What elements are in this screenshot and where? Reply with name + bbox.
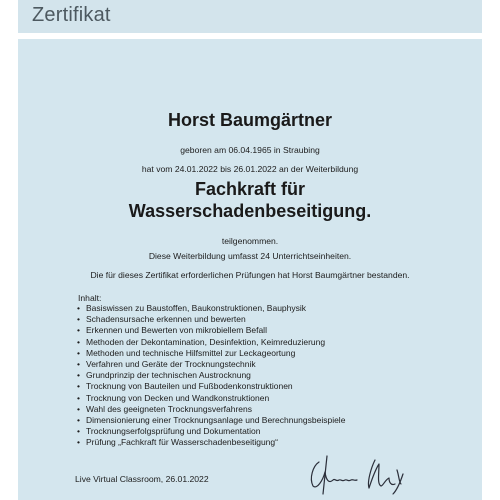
list-item: • Basiswissen zu Baustoffen, Baukonstruktionen, Bauphysik	[77, 303, 307, 313]
course-title	[0, 178, 500, 222]
list-item: • Methoden und technische Hilfsmittel zur Leckageortung	[77, 347, 296, 358]
list-item: • Erkennen und Bewerten von mikrobiellem Befall	[77, 325, 267, 336]
recipient-name: Horst Baumgärtner	[167, 110, 333, 130]
content-label: Inhalt:	[78, 293, 102, 303]
list-item: • Trocknung von Decken und Wandkonstruktionen	[77, 392, 270, 403]
list-item: • Trocknungserfolgsprüfung und Dokumentation	[77, 426, 261, 437]
content-list	[77, 303, 345, 449]
list-item: • Grundprinzip der technischen Austrocknung	[77, 370, 251, 381]
exam-line: Die für dieses Zertifikat erforderlichen Prüfungen hat Horst Baumgärtner bestanden.	[90, 270, 410, 280]
list-item: • Verfahren und Geräte der Trocknungstechnik	[77, 359, 256, 370]
date-line: hat vom 24.01.2022 bis 26.01.2022 an der Weiterbildung	[141, 164, 359, 174]
signature-icon	[305, 450, 415, 496]
certificate-heading: Zertifikat	[32, 4, 111, 26]
list-item: • Trocknung von Bauteilen und Fußbodenkonstruktionen	[77, 381, 293, 392]
list-item: • Methoden der Dekontamination, Desinfektion, Keimreduzierung	[77, 336, 326, 347]
course-title-line2: Wasserschadenbeseitigung.	[128, 201, 372, 221]
participated-line: teilgenommen.	[221, 236, 279, 246]
course-title-line1: Fachkraft für	[194, 179, 306, 199]
list-item: • Wahl des geeigneten Trocknungsverfahrens	[77, 403, 253, 414]
list-item: • Prüfung „Fachkraft für Wasserschadenbeseitigung“	[77, 437, 278, 448]
list-item: • Schadensursache erkennen und bewerten	[77, 314, 246, 325]
list-item: • Dimensionierung einer Trocknungsanlage und Berechnungsbeispiele	[77, 415, 346, 426]
birth-line: geboren am 06.04.1965 in Straubing	[180, 145, 320, 155]
units-line: Diese Weiterbildung umfasst 24 Unterrichtseinheiten.	[148, 251, 352, 261]
place-date: Live Virtual Classroom, 26.01.2022	[75, 474, 209, 484]
